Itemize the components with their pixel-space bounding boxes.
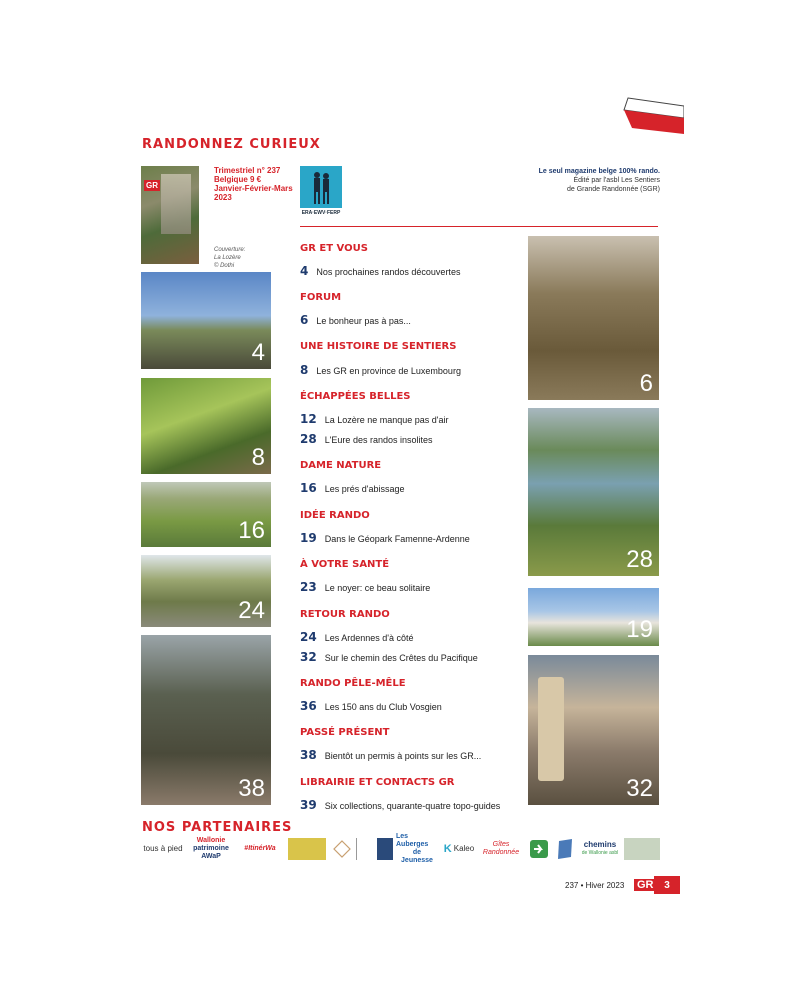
toc-category: GR ET VOUS (300, 243, 368, 254)
toc-entry[interactable] (300, 798, 500, 812)
cover-credit-place: La Lozère (214, 255, 241, 261)
toc-entry-title: Les Ardennes d'à côté (324, 633, 414, 643)
toc-category: FORUM (300, 292, 342, 303)
page-title: RANDONNEZ CURIEUX (142, 137, 321, 152)
partner-logo-book[interactable] (555, 838, 575, 860)
corner-tab-graphic (620, 96, 684, 136)
photo-number: 38 (238, 775, 265, 802)
partner-gites-randonnee[interactable]: Gîtes Randonnée (482, 841, 520, 856)
publisher-line-2: de Grande Randonnée (SGR) (567, 186, 660, 193)
photo-page-16[interactable] (141, 482, 271, 547)
photo-number: 19 (626, 616, 653, 643)
page-number: 3 (654, 876, 680, 894)
partners-title: NOS PARTENAIRES (142, 820, 293, 835)
partner-logo-grey[interactable] (624, 838, 660, 860)
partner-logo-yellow[interactable] (288, 838, 326, 860)
header-rule (300, 226, 658, 227)
toc-page-number: 24 (300, 630, 317, 644)
issue-number: Trimestriel n° 237 (214, 166, 281, 175)
toc-category: À VOTRE SANTÉ (300, 559, 390, 570)
tagline: Le seul magazine belge 100% rando. (538, 168, 660, 175)
toc-entry[interactable] (300, 412, 449, 426)
toc-entry[interactable] (300, 699, 442, 713)
era-logo (300, 166, 342, 216)
toc-page-number: 32 (300, 650, 317, 664)
toc-entry[interactable] (300, 432, 432, 446)
partner-chemins-wallonie[interactable] (580, 838, 620, 860)
partner-logo-hikers[interactable] (377, 838, 393, 860)
toc-entry-title: La Lozère ne manque pas d'air (324, 415, 449, 425)
partner-wallonie-line2: patrimoine (193, 845, 229, 852)
toc-page-number: 39 (300, 798, 317, 812)
photo-page-24[interactable] (141, 555, 271, 627)
toc-entry[interactable] (300, 481, 404, 495)
toc-entry-title: L'Eure des randos insolites (324, 435, 433, 445)
partner-wallonie-patrimoine[interactable] (188, 838, 234, 860)
photo-number: 28 (626, 546, 653, 573)
toc-entry-title: Nos prochaines randos découvertes (316, 267, 461, 277)
toc-entry-title: Les GR en province de Luxembourg (316, 366, 461, 376)
partner-tous-a-pied[interactable]: tous à pied (143, 844, 183, 853)
photo-page-4[interactable] (141, 272, 271, 369)
photo-number: 16 (238, 517, 265, 544)
partner-kaleo[interactable] (440, 838, 478, 860)
toc-entry-title: Le bonheur pas à pas... (316, 316, 411, 326)
toc-category: RANDO PÊLE-MÊLE (300, 678, 406, 689)
partner-logo-diamond[interactable] (332, 838, 352, 860)
photo-page-19[interactable] (528, 588, 659, 646)
toc-page-number: 19 (300, 531, 317, 545)
tagline-block (539, 167, 660, 194)
green-arrow-icon (529, 839, 549, 859)
kaleo-k-icon: K (443, 843, 452, 855)
toc-page-number: 12 (300, 412, 317, 426)
toc-entry[interactable] (300, 363, 461, 377)
toc-page-number: 28 (300, 432, 317, 446)
toc-page-number: 16 (300, 481, 317, 495)
toc-category: PASSÉ PRÉSENT (300, 727, 390, 738)
toc-entry-title: Bientôt un permis à points sur les GR... (324, 751, 482, 761)
partner-auberges-line2: Auberges (396, 841, 429, 848)
toc-category: UNE HISTOIRE DE SENTIERS (300, 341, 457, 352)
issue-price: Belgique 9 € (214, 175, 262, 184)
partner-logo-green-arrow[interactable] (528, 838, 550, 860)
toc-page-number: 36 (300, 699, 317, 713)
photo-page-38[interactable] (141, 635, 271, 805)
toc-entry-title: Les 150 ans du Club Vosgien (324, 702, 442, 712)
era-label: ERA·EWV·FERP (301, 210, 341, 216)
toc-entry-title: Le noyer: ce beau solitaire (324, 583, 431, 593)
toc-category: LIBRAIRIE ET CONTACTS GR (300, 777, 455, 788)
toc-page-number: 38 (300, 748, 317, 762)
partner-wallonie-line1: Wallonie (196, 837, 226, 844)
photo-page-32[interactable] (528, 655, 659, 805)
cover-credit-label: Couverture: (214, 247, 246, 253)
footer-gr-logo: GR (634, 879, 657, 891)
toc-entry[interactable] (300, 580, 430, 594)
hikers-icon (300, 166, 342, 208)
toc-page-number: 23 (300, 580, 317, 594)
toc-category: IDÉE RANDO (300, 510, 370, 521)
toc-entry-title: Les prés d'abissage (324, 484, 405, 494)
photo-page-28[interactable] (528, 408, 659, 576)
partner-auberges-jeunesse[interactable] (396, 833, 438, 864)
photo-page-8[interactable] (141, 378, 271, 474)
toc-entry[interactable] (300, 630, 414, 644)
toc-entry-title: Six collections, quarante-quatre topo-guides (324, 801, 501, 811)
partner-wallonie-line3: AWaP (201, 853, 221, 860)
cover-gr-logo: GR (146, 181, 158, 190)
photo-number: 4 (251, 339, 265, 366)
book-icon (556, 839, 574, 859)
toc-page-number: 6 (300, 313, 309, 327)
toc-page-number: 8 (300, 363, 309, 377)
toc-entry[interactable] (300, 531, 470, 545)
issue-period: Janvier-Février-Mars (214, 184, 293, 193)
partner-logo-small-text[interactable] (356, 838, 375, 860)
toc-category: ÉCHAPPÉES BELLES (300, 391, 411, 402)
diamond-icon (333, 840, 351, 858)
partner-auberges-line3: de Jeunesse (401, 849, 433, 864)
toc-entry[interactable] (300, 748, 481, 762)
toc-entry-title: Dans le Géopark Famenne-Ardenne (324, 534, 470, 544)
partner-auberges-line1: Les (396, 833, 409, 840)
photo-number: 24 (238, 597, 265, 624)
toc-category: RETOUR RANDO (300, 609, 390, 620)
toc-entry-title: Sur le chemin des Crêtes du Pacifique (324, 653, 478, 663)
issue-year: 2023 (214, 193, 232, 202)
cover-thumbnail[interactable] (141, 166, 199, 264)
partner-chemins-line2: de Wallonie asbl (581, 850, 619, 856)
partner-chemins-line1: chemins (583, 840, 617, 849)
trail-marker-post (538, 677, 564, 781)
toc-category: DAME NATURE (300, 460, 382, 471)
issue-info (214, 166, 293, 202)
photo-number: 32 (626, 775, 653, 802)
partner-kaleo-label: Kaleo (453, 844, 475, 853)
cover-credit (214, 246, 245, 270)
cover-credit-author: © Dothi (214, 263, 235, 269)
publisher-line-1: Édité par l'asbl Les Sentiers (573, 177, 660, 184)
photo-page-6[interactable] (528, 236, 659, 400)
toc-page-number: 4 (300, 264, 309, 278)
toc-entry[interactable] (300, 264, 460, 278)
photo-number: 6 (639, 370, 653, 397)
partner-itinera[interactable]: #ItinérWa (244, 845, 276, 852)
toc-entry[interactable] (300, 650, 478, 664)
footer-issue: 237 • Hiver 2023 (565, 881, 625, 890)
toc-entry[interactable] (300, 313, 411, 327)
photo-number: 8 (251, 444, 265, 471)
